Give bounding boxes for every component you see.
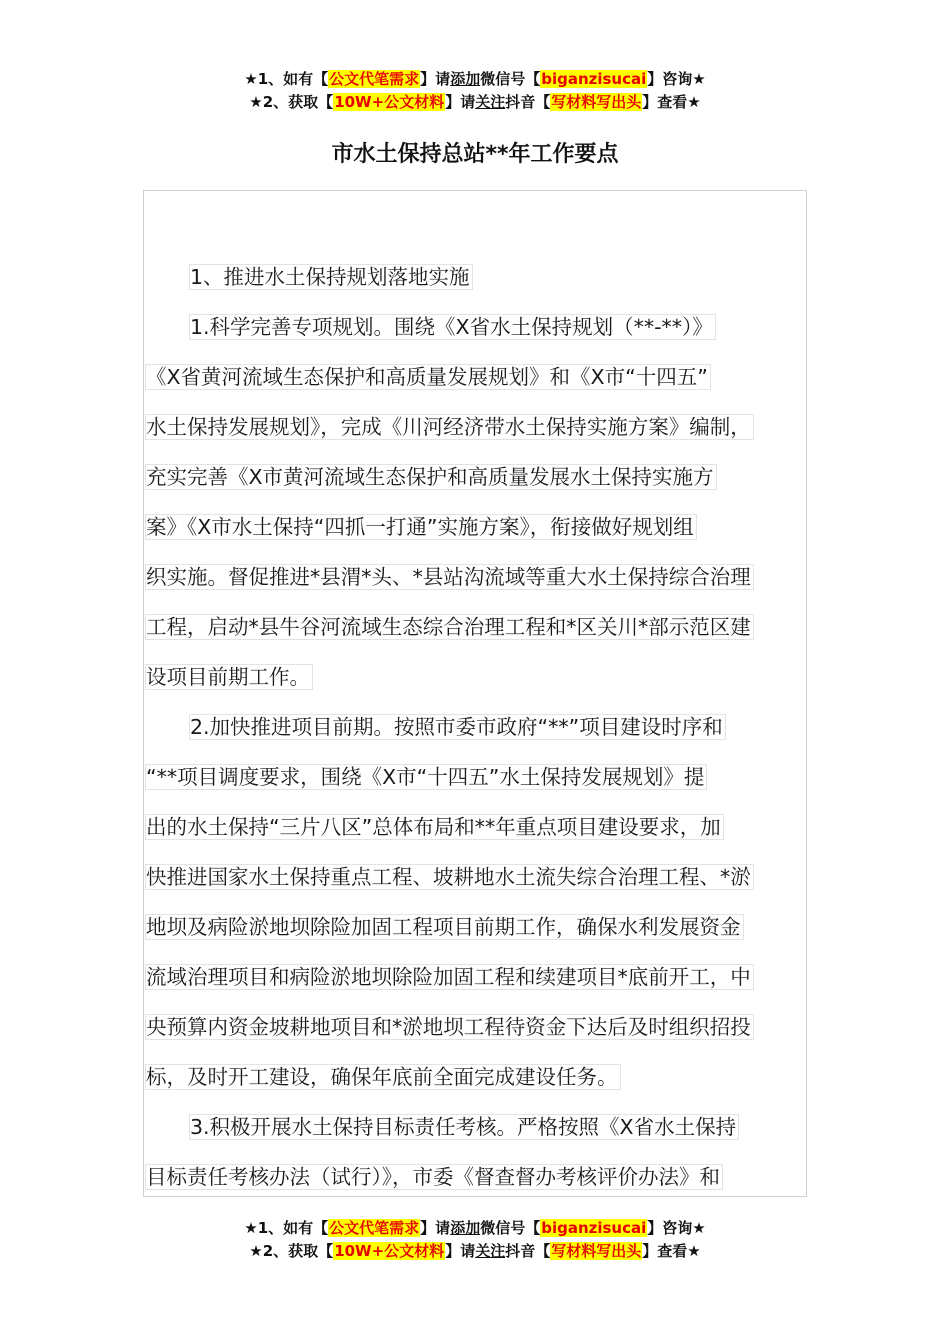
banner-highlight: 写材料写出头: [551, 93, 642, 111]
banner-text: ★2、获取【: [249, 1242, 334, 1260]
text-line: 地坝及病险淤地坝除险加固工程项目前期工作，确保水利发展资金: [145, 914, 744, 940]
banner-text: 】查看★: [642, 1242, 701, 1260]
banner-underline: 添加: [450, 1219, 481, 1237]
text-line: 快推进国家水土保持重点工程、坡耕地水土流失综合治理工程、*淤: [145, 864, 754, 890]
paragraph-line: [145, 902, 805, 952]
text-line: 目标责任考核办法（试行）》，市委《督查督办考核评价办法》和: [145, 1164, 723, 1190]
paragraph-line: [145, 1152, 805, 1202]
banner-highlight: biganzisucai: [541, 70, 647, 88]
banner-text: 】请: [445, 93, 476, 111]
banner-text: 抖音【: [505, 93, 551, 111]
paragraph-line: [145, 452, 805, 502]
paragraph-line: [145, 1102, 805, 1152]
banner-underline: 添加: [450, 70, 481, 88]
text-line: 2.加快推进项目前期。按照市委市政府“**”项目建设时序和: [189, 714, 726, 740]
banner-highlight: biganzisucai: [541, 1219, 647, 1237]
paragraph-line: [145, 302, 805, 352]
paragraph-line: [145, 352, 805, 402]
banner-line-2: [0, 91, 950, 114]
banner-highlight: 公文代笔需求: [329, 70, 420, 88]
paragraph-line: [145, 952, 805, 1002]
text-line: 工程，启动*县牛谷河流域生态综合治理工程和*区关川*部示范区建: [145, 614, 754, 640]
text-line: 1、推进水土保持规划落地实施: [189, 264, 473, 290]
text-line: “**项目调度要求，围绕《X市“十四五”水土保持发展规划》提: [145, 764, 707, 790]
banner-text: 】查看★: [642, 93, 701, 111]
paragraph-line: [145, 802, 805, 852]
text-line: 出的水土保持“三片八区”总体布局和**年重点项目建设要求，加: [145, 814, 724, 840]
text-line: 标，及时开工建设，确保年底前全面完成建设任务。: [145, 1064, 621, 1090]
text-line: 水土保持发展规划》，完成《川河经济带水土保持实施方案》编制，: [145, 414, 754, 440]
paragraph-line: [145, 552, 805, 602]
paragraph-line: [145, 1052, 805, 1102]
text-line: 央预算内资金坡耕地项目和*淤地坝工程待资金下达后及时组织招投: [145, 1014, 754, 1040]
banner-highlight: 10W+公文材料: [334, 1242, 445, 1260]
banner-highlight: 10W+公文材料: [334, 93, 445, 111]
paragraph-line: [145, 702, 805, 752]
text-line: 《X省黄河流域生态保护和高质量发展规划》和《X市“十四五”: [145, 364, 711, 390]
banner-text: 】请: [420, 70, 451, 88]
text-line: 充实完善《X市黄河流域生态保护和高质量发展水土保持实施方: [145, 464, 717, 490]
banner-text: ★1、如有【: [244, 1219, 329, 1237]
document-title: 市水土保持总站**年工作要点: [331, 142, 619, 167]
banner-text: 微信号【: [480, 1219, 541, 1237]
text-line: 流域治理项目和病险淤地坝除险加固工程和续建项目*底前开工，中: [145, 964, 754, 990]
banner-line-2: [0, 1240, 950, 1263]
banner-highlight: 写材料写出头: [551, 1242, 642, 1260]
paragraph-line: [145, 652, 805, 702]
paragraph-line: [145, 852, 805, 902]
text-line: 织实施。督促推进*县渭*头、*县站沟流域等重大水土保持综合治理: [145, 564, 754, 590]
document-body: [145, 252, 805, 1202]
banner-text: ★1、如有【: [244, 70, 329, 88]
paragraph-line: [145, 1002, 805, 1052]
banner-highlight: 公文代笔需求: [329, 1219, 420, 1237]
paragraph-line: [145, 752, 805, 802]
text-line: 案》《X市水土保持“四抓一打通”实施方案》，衔接做好规划组: [145, 514, 697, 540]
banner-text: 微信号【: [480, 70, 541, 88]
banner-text: ★2、获取【: [249, 93, 334, 111]
banner-text: 】请: [445, 1242, 476, 1260]
banner-underline: 关注: [475, 93, 506, 111]
paragraph-line: [145, 402, 805, 452]
banner-line-1: [0, 1217, 950, 1240]
text-line: 3.积极开展水土保持目标责任考核。严格按照《X省水土保持: [189, 1114, 739, 1140]
text-line: 1.科学完善专项规划。围绕《X省水土保持规划（**-**）》: [189, 314, 716, 340]
banner-text: 】请: [420, 1219, 451, 1237]
paragraph-line: [145, 602, 805, 652]
text-line: 设项目前期工作。: [145, 664, 313, 690]
banner-underline: 关注: [475, 1242, 506, 1260]
banner-text: 】咨询★: [647, 1219, 706, 1237]
banner-text: 】咨询★: [647, 70, 706, 88]
top-banner: [0, 68, 950, 114]
banner-line-1: [0, 68, 950, 91]
section-heading: [145, 252, 805, 302]
bottom-banner: [0, 1217, 950, 1263]
paragraph-line: [145, 502, 805, 552]
banner-text: 抖音【: [505, 1242, 551, 1260]
